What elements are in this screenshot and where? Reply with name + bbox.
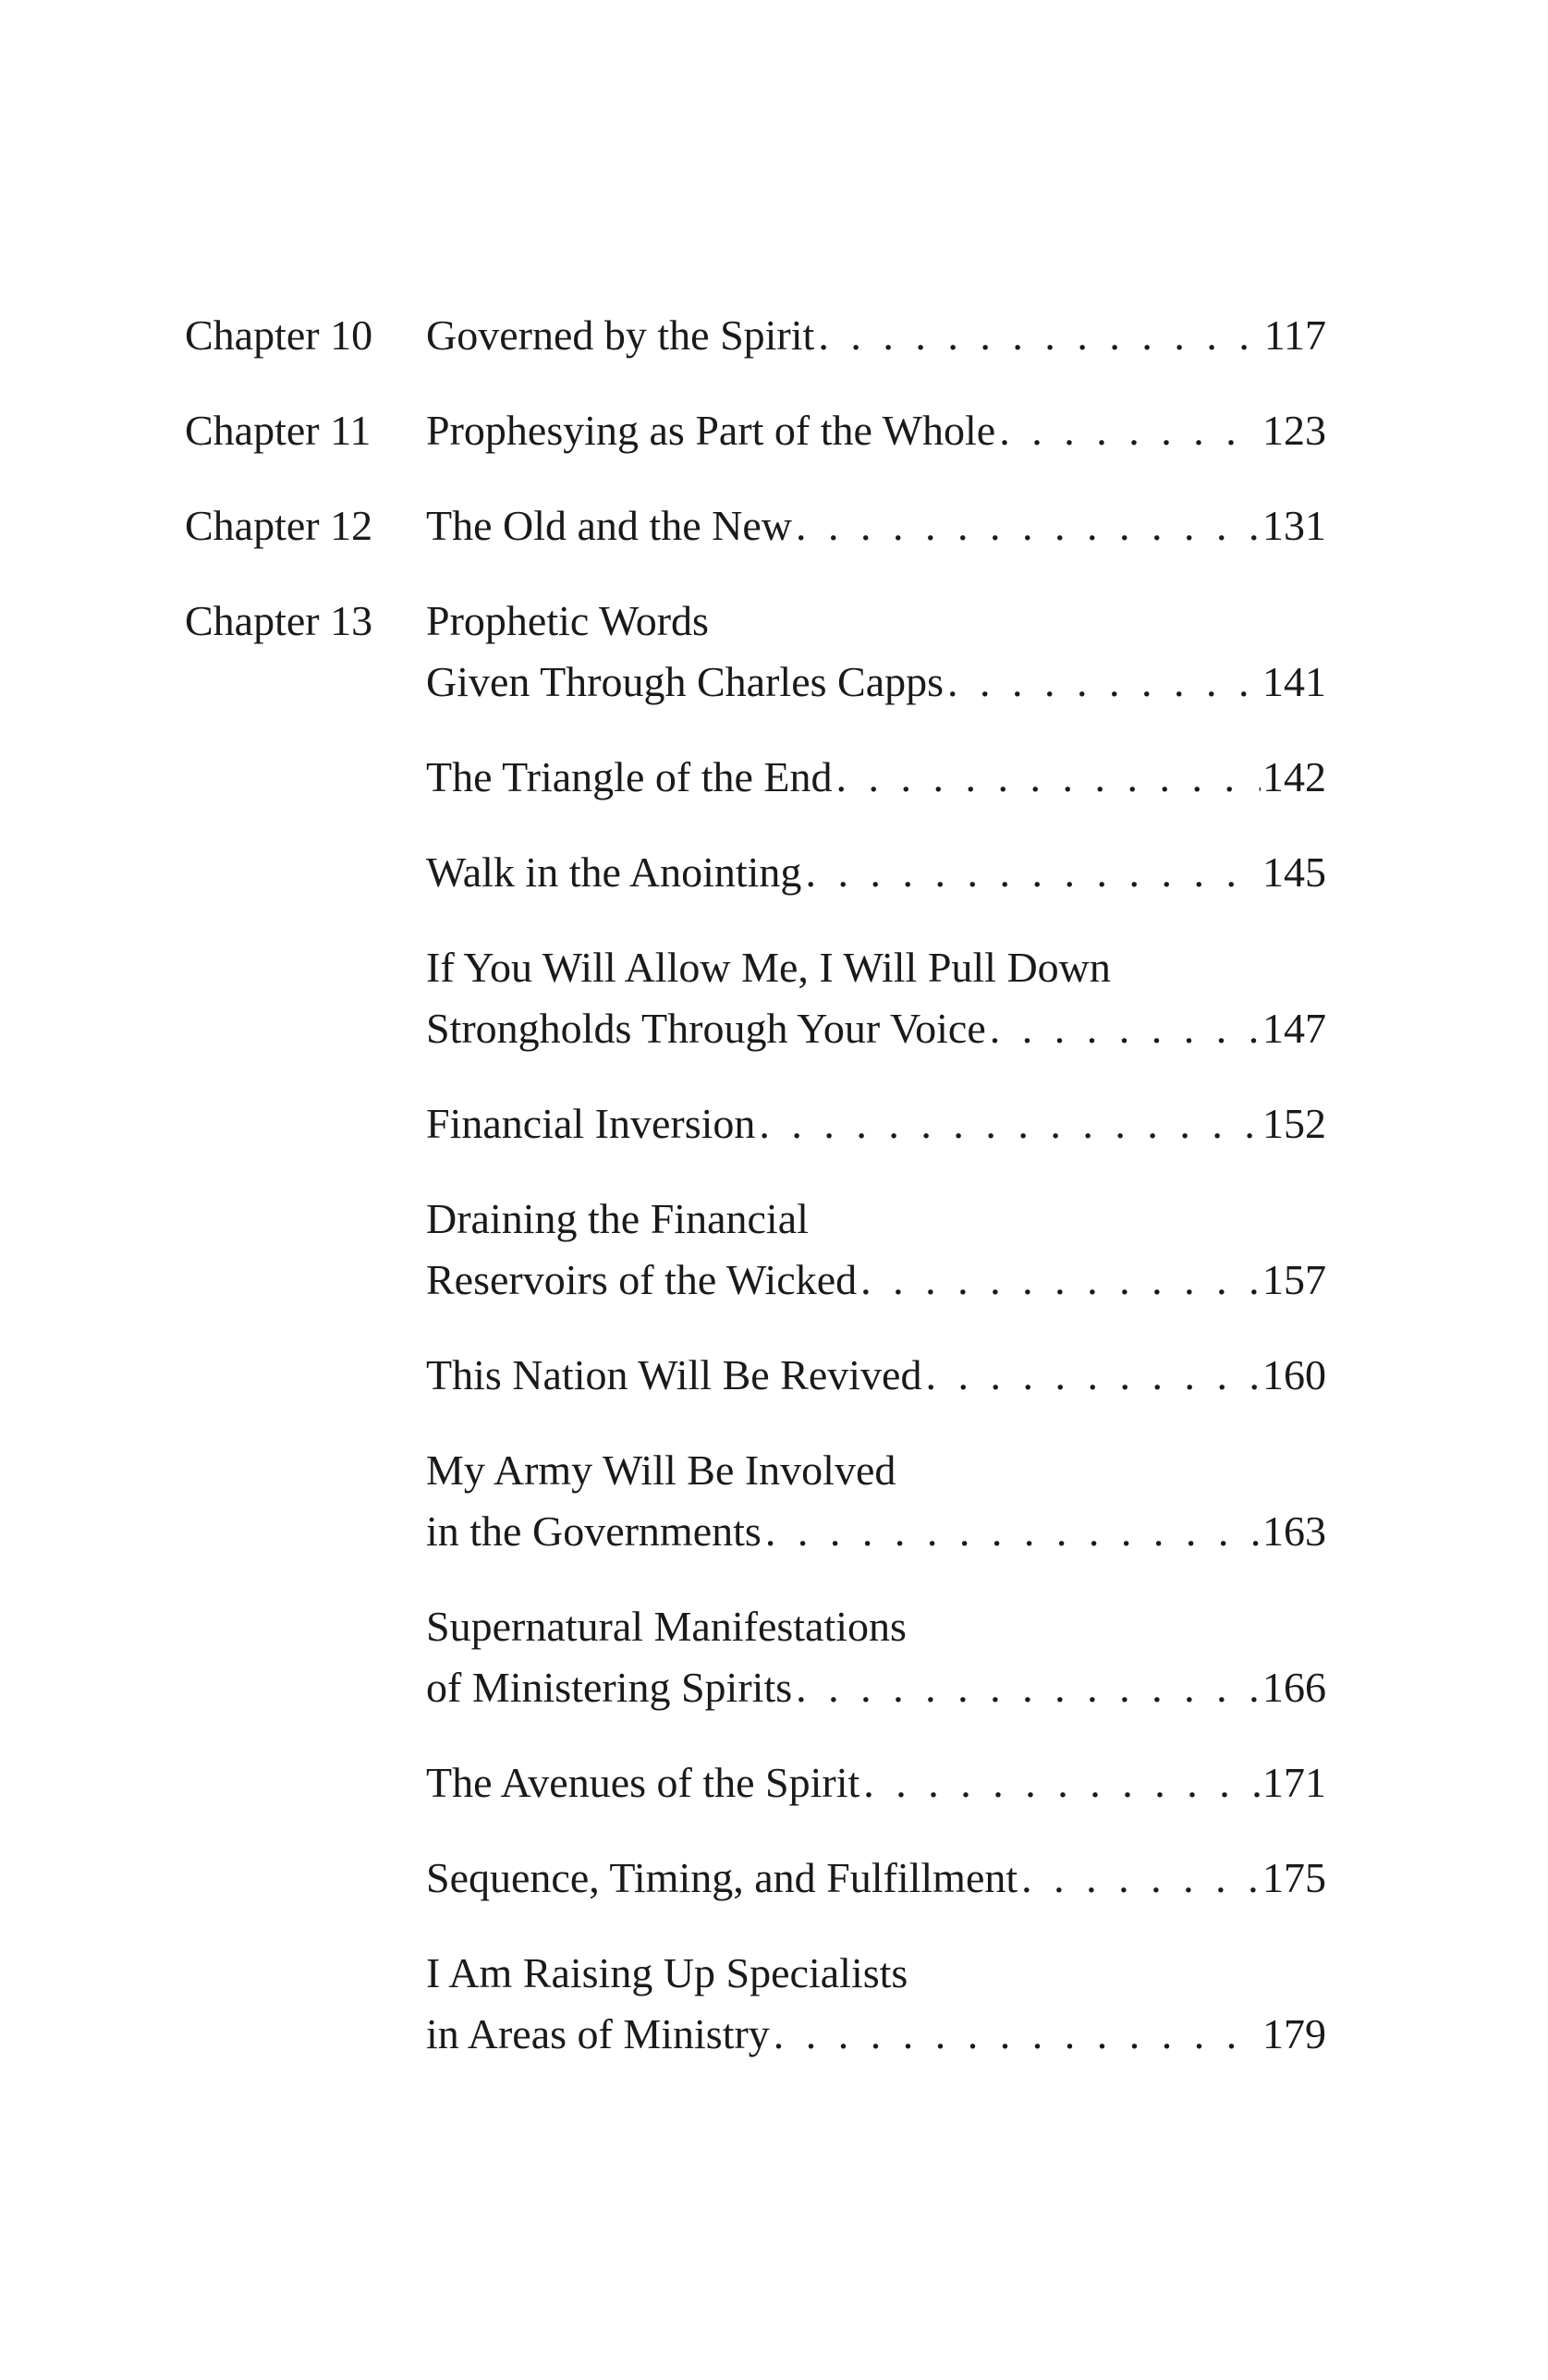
entry-title-line: I Am Raising Up Specialists: [426, 1949, 908, 1996]
entry-title-final-line: [426, 400, 1326, 461]
entry-title-text: Prophesying as Part of the Whole: [426, 407, 996, 454]
dot-leader: [762, 1501, 1261, 1562]
toc-entry: [185, 937, 1326, 1059]
dot-leader: [755, 1093, 1261, 1154]
dot-leader: [792, 1657, 1261, 1718]
chapter-label: Chapter 13: [185, 597, 373, 644]
entry-title-text: The Avenues of the Spirit: [426, 1759, 860, 1806]
page-number: 131: [1262, 502, 1326, 549]
page-number: 123: [1262, 407, 1326, 454]
dot-leader: [986, 998, 1261, 1059]
page-number: 166: [1262, 1664, 1326, 1711]
entry-title-final-line: [426, 1657, 1326, 1718]
dot-leader: [833, 747, 1262, 808]
toc-entry: [185, 495, 1326, 556]
entry-title-text: Walk in the Anointing: [426, 848, 802, 896]
entry-title-text: Governed by the Spirit: [426, 311, 815, 359]
entry-title-block: [426, 1596, 1326, 1718]
entry-title-block: [426, 591, 1326, 713]
entry-title-block: [426, 1848, 1326, 1909]
entry-title-block: [426, 1093, 1326, 1154]
dot-leader: [814, 305, 1262, 366]
dot-leader: [770, 2004, 1261, 2065]
chapter-label: Chapter 11: [185, 407, 372, 454]
toc-entry: [185, 1440, 1326, 1562]
entry-title-block: [426, 400, 1326, 461]
toc-entry: [185, 1093, 1326, 1154]
entry-title-final-line: [426, 747, 1326, 808]
entry-title-final-line: [426, 2004, 1326, 2065]
entry-title-line: Supernatural Manifestations: [426, 1603, 907, 1650]
entry-title-block: [426, 1752, 1326, 1813]
page-number: 117: [1263, 311, 1326, 359]
entry-title-block: [426, 1440, 1326, 1562]
entry-title-text: Financial Inversion: [426, 1100, 756, 1147]
entry-title-block: [426, 842, 1326, 903]
entry-title-line: Prophetic Words: [426, 597, 709, 644]
toc-entry: [185, 400, 1326, 461]
entry-title-final-line: [426, 1752, 1326, 1813]
page-number: 147: [1262, 1005, 1326, 1052]
entry-title-final-line: [426, 652, 1326, 713]
dot-leader: [792, 495, 1261, 556]
table-of-contents: [185, 305, 1326, 2099]
page-number: 160: [1262, 1351, 1326, 1398]
entry-title-block: [426, 1345, 1326, 1406]
entry-title-text: Sequence, Timing, and Fulfillment: [426, 1854, 1018, 1901]
entry-title-final-line: [426, 1250, 1326, 1311]
entry-title-final-line: [426, 495, 1326, 556]
page-number: 163: [1262, 1507, 1326, 1555]
entry-title-final-line: [426, 1093, 1326, 1154]
entry-title-block: [426, 937, 1326, 1059]
toc-entry: [185, 591, 1326, 713]
page-number: 142: [1262, 753, 1326, 800]
dot-leader: [1018, 1848, 1261, 1909]
page-number: 171: [1262, 1759, 1326, 1806]
toc-entry: [185, 1943, 1326, 2065]
page-number: 152: [1262, 1100, 1326, 1147]
toc-entry: [185, 1345, 1326, 1406]
entry-title-text: in the Governments: [426, 1507, 762, 1555]
toc-entry: [185, 305, 1326, 366]
entry-title-text: The Triangle of the End: [426, 753, 833, 800]
toc-entry: [185, 842, 1326, 903]
entry-title-block: [426, 495, 1326, 556]
toc-entry: [185, 1848, 1326, 1909]
toc-entry: [185, 747, 1326, 808]
page-number: 145: [1262, 848, 1326, 896]
toc-entry: [185, 1189, 1326, 1311]
entry-title-block: [426, 1943, 1326, 2065]
page-number: 179: [1262, 2010, 1326, 2057]
page-number: 157: [1262, 1256, 1326, 1303]
dot-leader: [859, 1752, 1261, 1813]
entry-title-text: Strongholds Through Your Voice: [426, 1005, 986, 1052]
entry-title-text: Reservoirs of the Wicked: [426, 1256, 858, 1303]
entry-title-block: [426, 305, 1326, 366]
entry-title-text: This Nation Will Be Revived: [426, 1351, 922, 1398]
entry-title-block: [426, 1189, 1326, 1311]
entry-title-final-line: [426, 1345, 1326, 1406]
entry-title-line: Draining the Financial: [426, 1195, 809, 1242]
chapter-label: Chapter 10: [185, 311, 373, 359]
entry-title-final-line: [426, 1848, 1326, 1909]
page-number: 141: [1262, 658, 1326, 705]
entry-title-text: of Ministering Spirits: [426, 1664, 793, 1711]
entry-title-line: My Army Will Be Involved: [426, 1446, 896, 1494]
entry-title-final-line: [426, 998, 1326, 1059]
dot-leader: [801, 842, 1261, 903]
entry-title-line: If You Will Allow Me, I Will Pull Down: [426, 944, 1111, 991]
entry-title-text: in Areas of Ministry: [426, 2010, 770, 2057]
dot-leader: [995, 400, 1261, 461]
entry-title-final-line: [426, 1501, 1326, 1562]
chapter-label: Chapter 12: [185, 502, 373, 549]
toc-entry: [185, 1596, 1326, 1718]
dot-leader: [944, 652, 1261, 713]
page-number: 175: [1262, 1854, 1326, 1901]
entry-title-text: Given Through Charles Capps: [426, 658, 945, 705]
dot-leader: [857, 1250, 1261, 1311]
entry-title-block: [426, 747, 1326, 808]
entry-title-final-line: [426, 305, 1326, 366]
entry-title-text: The Old and the New: [426, 502, 792, 549]
toc-entry: [185, 1752, 1326, 1813]
entry-title-final-line: [426, 842, 1326, 903]
dot-leader: [921, 1345, 1261, 1406]
